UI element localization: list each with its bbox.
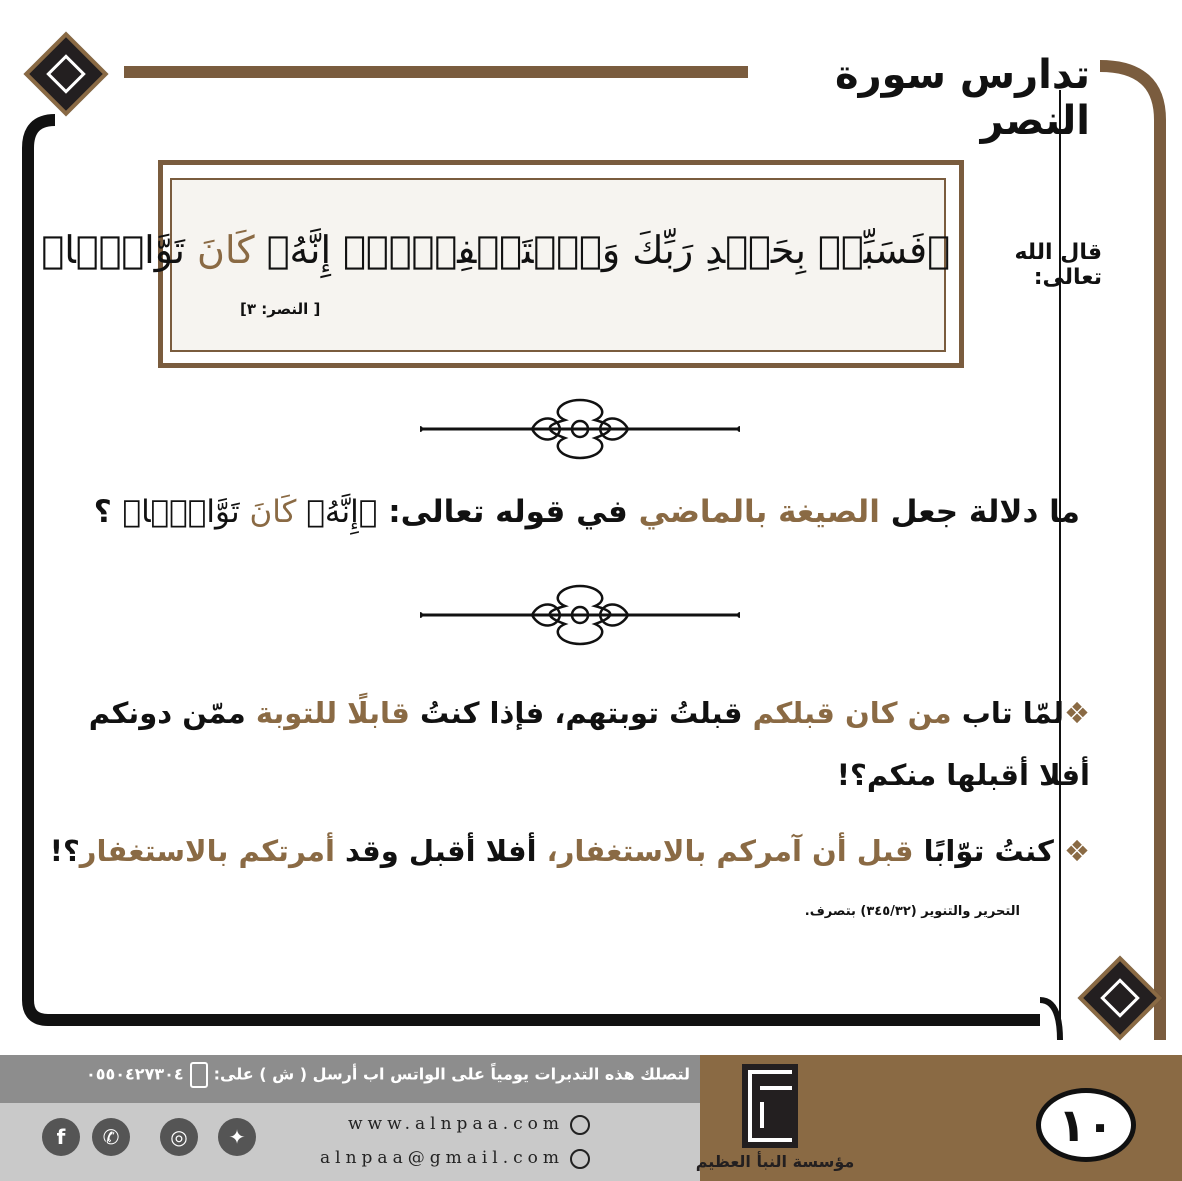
at-sign-icon (570, 1149, 590, 1169)
point-highlight: قابلًا للتوبة (255, 696, 410, 730)
contact-text: لتصلك هذه التدبرات يومياً على الواتس اب أرسل ( ش ) على: (213, 1064, 690, 1084)
verse-highlight: كَانَ (249, 494, 297, 530)
answer-point (80, 682, 1090, 806)
org-name: مؤسسة النبأ العظيم (695, 1152, 855, 1171)
point-text: ؟! (49, 834, 80, 868)
question-text: في قوله تعالى: (388, 494, 628, 530)
verse-reference: [ النصر: ٣] (240, 300, 321, 318)
ornament-divider-icon (420, 580, 740, 650)
point-text: قبلتُ توبتهم، فإذا كنتُ (420, 696, 743, 730)
question-text: ما دلالة جعل (890, 494, 1080, 530)
verse-main: فَسَبِّحۡ بِحَمۡدِ رَبِّكَ وَٱسۡتَغۡفِرۡهُۚ إِنَّهُۥ (266, 228, 928, 272)
verse-highlight: كَانَ (197, 228, 255, 272)
answer-point (49, 820, 1090, 882)
question-mark: ؟ (93, 494, 112, 530)
question-highlight: الصيغة (778, 494, 880, 530)
facebook-icon[interactable]: f (42, 1118, 80, 1156)
point-text: كنتُ توّابًا (923, 834, 1054, 868)
instagram-icon[interactable]: ◎ (160, 1118, 198, 1156)
point-text: ممّن دونكم أفلا أقبلها منكم؟! (88, 696, 1090, 792)
point-highlight: أمرتكم بالاستغفار (79, 834, 335, 868)
bullet-icon: ❖ (1064, 696, 1090, 730)
phone-icon (190, 1062, 208, 1088)
verse-open: ﴿ (358, 494, 378, 530)
globe-icon (570, 1115, 590, 1135)
header-rule (124, 66, 748, 78)
ornament-divider-icon (420, 394, 740, 464)
question-highlight: بالماضي (638, 494, 768, 530)
website-text: www.alnpaa.com (348, 1114, 564, 1134)
verse-close: ﴾ (41, 228, 65, 272)
verse-word: إِنَّهُۥ (306, 494, 359, 530)
whatsapp-icon[interactable]: ✆ (92, 1118, 130, 1156)
website-link[interactable] (300, 1114, 590, 1135)
verse-label: قال الله تعالى: (1014, 240, 1102, 290)
verse-end: تَوَّابَۢا (64, 228, 185, 272)
email-link[interactable] (300, 1148, 590, 1169)
verse-word: تَوَّابَۢا (141, 494, 240, 530)
bullet-icon: ❖ (1064, 834, 1090, 868)
point-text: لمّا تاب (961, 696, 1064, 730)
twitter-icon[interactable]: ✦ (218, 1118, 256, 1156)
whatsapp-subscribe-line (10, 1062, 690, 1088)
point-highlight: من كان قبلكم (752, 696, 952, 730)
question-line (90, 494, 1080, 530)
verse-open: ﴿ (927, 228, 950, 272)
corner-logo-icon (24, 32, 109, 117)
point-text: أفلا أقبل وقد (345, 834, 537, 868)
corner-logo-bottom-icon (1078, 956, 1163, 1041)
org-logo-icon (742, 1064, 798, 1148)
page-title: تدارس سورة النصر (834, 52, 1090, 144)
source-citation: التحرير والتنوير (٣٤٥/٣٢) بتصرف. (804, 904, 1020, 919)
phone-number[interactable]: ٠٥٥٠٤٢٧٣٠٤ (85, 1064, 184, 1084)
verse-close: ﴾ (122, 494, 142, 530)
email-text: alnpaa@gmail.com (320, 1148, 564, 1168)
point-highlight: قبل أن آمركم بالاستغفار، (546, 834, 914, 868)
verse-text (41, 228, 950, 272)
issue-number-badge: ١٠ (1036, 1088, 1136, 1162)
